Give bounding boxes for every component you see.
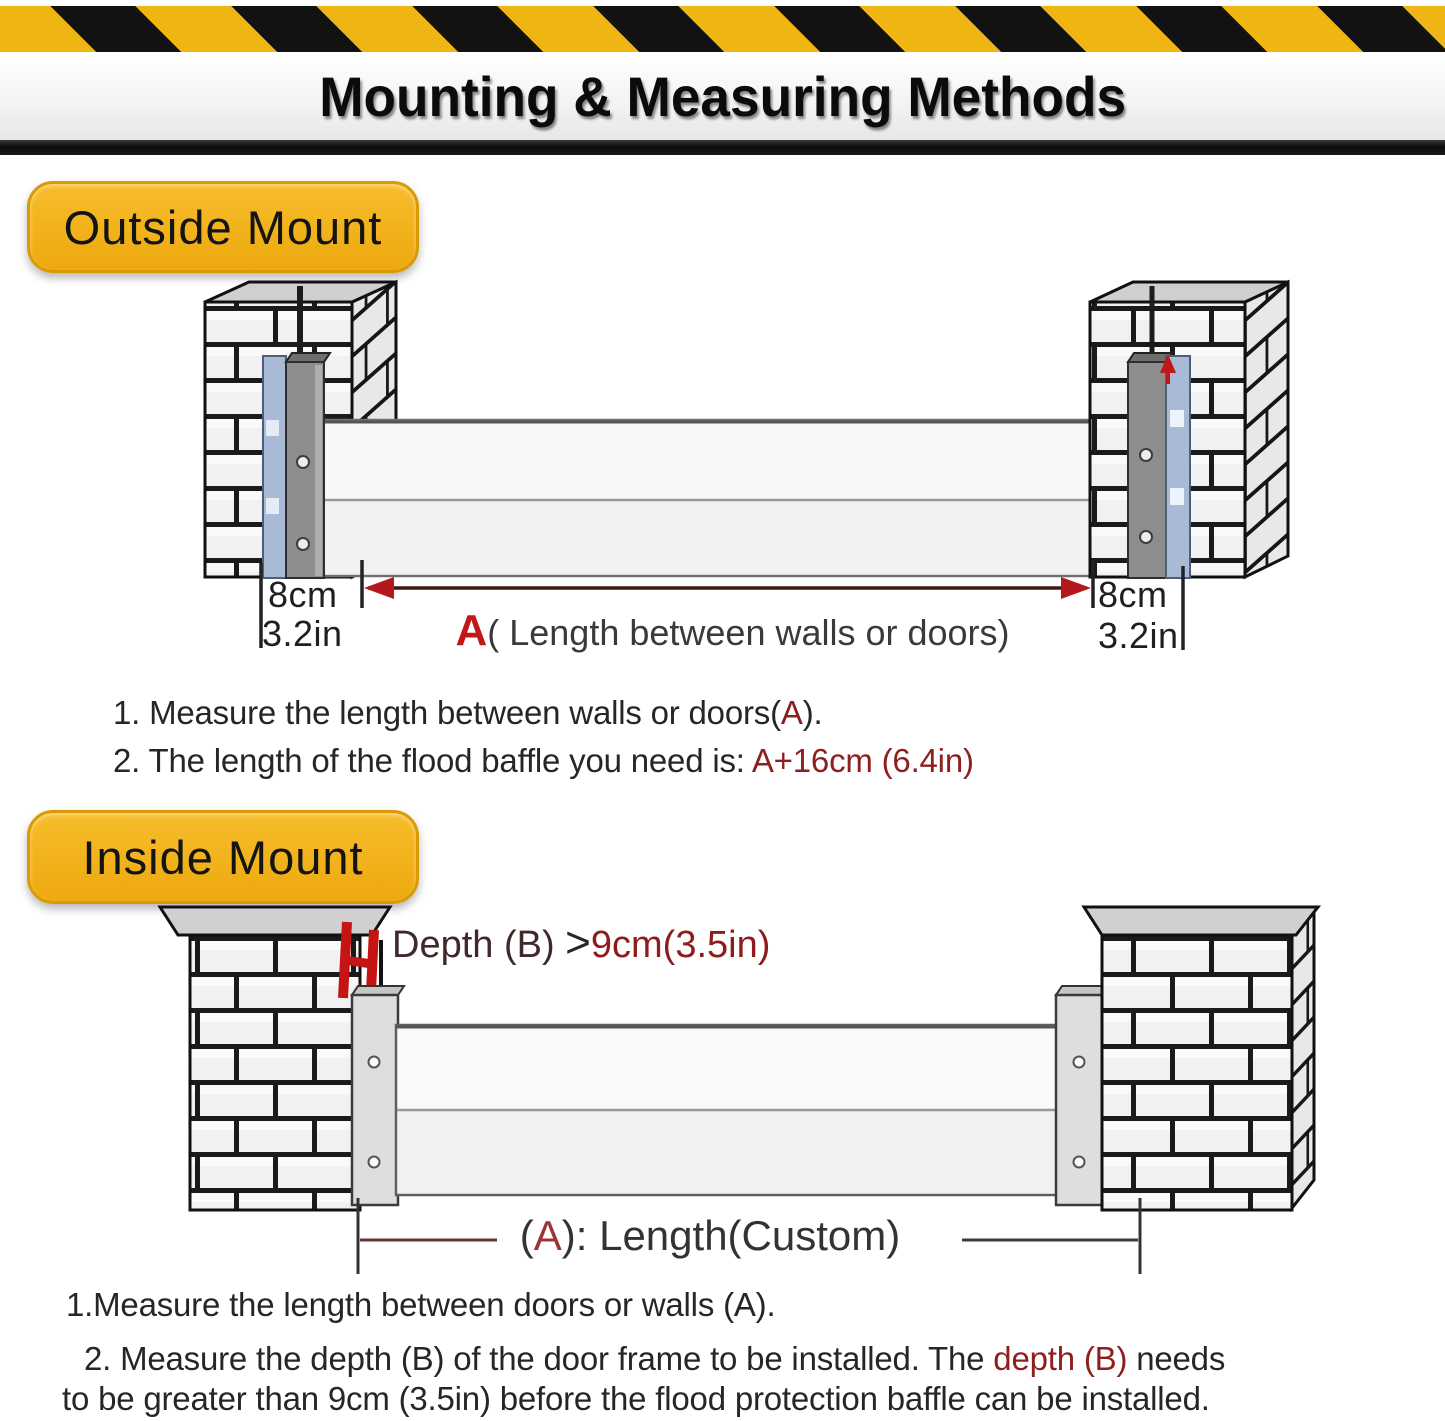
length-a-letter: A bbox=[455, 606, 488, 655]
screw-hole bbox=[297, 456, 309, 468]
right-offset-cm-label: 8cm bbox=[1098, 574, 1168, 615]
flood-barrier-panel bbox=[322, 420, 1132, 576]
inside-step-2-line-2: to be greater than 9cm (3.5in) before the flood protection baffle can be installed. bbox=[62, 1380, 1210, 1417]
hazard-stripe-banner bbox=[0, 6, 1445, 52]
screw-hole bbox=[1140, 531, 1152, 543]
inside-mount-badge-label: Inside Mount bbox=[82, 830, 364, 884]
left-offset-cm-label: 8cm bbox=[268, 574, 338, 615]
screw-hole bbox=[1140, 449, 1152, 461]
seal-strip-left bbox=[263, 356, 286, 578]
mounting-channel-right bbox=[1056, 986, 1108, 1205]
screw-hole bbox=[1074, 1057, 1085, 1068]
screw-hole bbox=[297, 538, 309, 550]
right-offset-in-label: 3.2in bbox=[1098, 615, 1179, 656]
title-divider bbox=[0, 140, 1445, 155]
brick-pillar-right bbox=[1084, 907, 1318, 1210]
mounting-channel-left bbox=[286, 353, 330, 578]
screw-hole bbox=[1074, 1157, 1085, 1168]
inside-step-1: 1.Measure the length between doors or walls (A). bbox=[66, 1286, 776, 1323]
outside-mount-badge bbox=[27, 181, 419, 273]
screw-hole bbox=[369, 1157, 380, 1168]
left-offset-in-label: 3.2in bbox=[262, 613, 343, 654]
inside-mount-badge bbox=[27, 810, 419, 904]
outside-mount-badge-label: Outside Mount bbox=[63, 200, 383, 254]
inside-step-2-line-1: 2. Measure the depth (B) of the door frame to be installed. The depth (B) needs bbox=[84, 1340, 1226, 1377]
page-title: Mounting & Measuring Methods bbox=[319, 64, 1126, 128]
outside-step-2: 2. The length of the flood baffle you need is: A+16cm (6.4in) bbox=[113, 742, 974, 779]
length-a-label: A( Length between walls or doors) bbox=[455, 606, 1010, 655]
outside-step-1: 1. Measure the length between walls or doors(A). bbox=[113, 694, 823, 731]
flood-barrier-panel bbox=[396, 1025, 1058, 1195]
screw-hole bbox=[369, 1057, 380, 1068]
length-custom-label: (A): Length(Custom) bbox=[519, 1212, 901, 1259]
title-bar bbox=[0, 52, 1445, 140]
seal-strip-right bbox=[1166, 356, 1190, 578]
depth-b-label: Depth (B) >9cm(3.5in) bbox=[392, 918, 771, 967]
length-dimension-arrow bbox=[364, 577, 1091, 599]
